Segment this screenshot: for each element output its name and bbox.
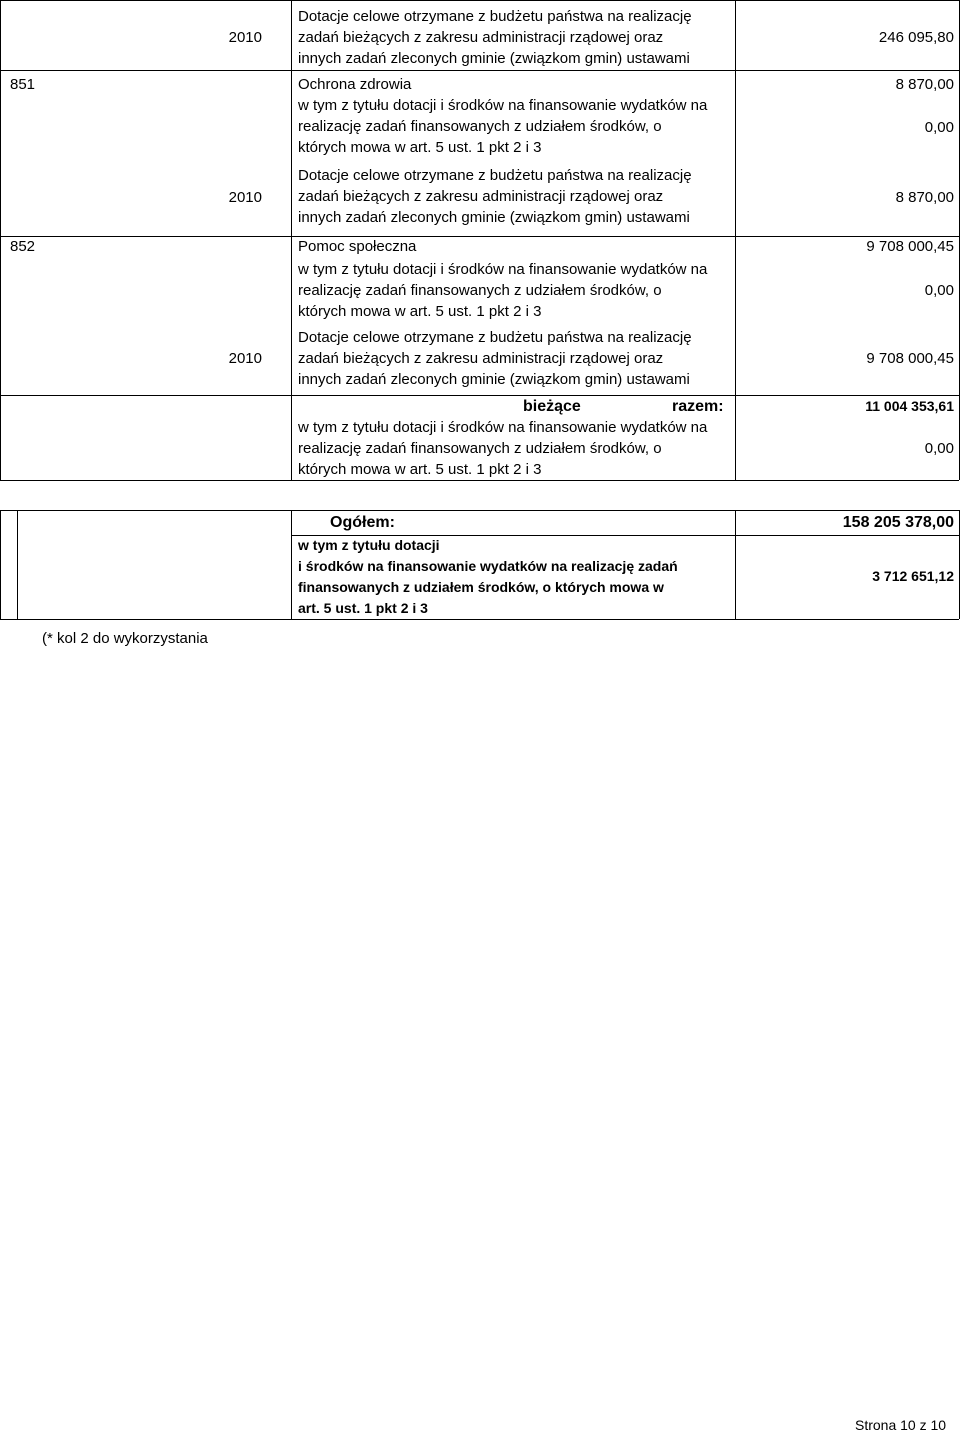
row-description: Pomoc społeczna [298,238,417,255]
row-description: Ochrona zdrowia [298,76,412,93]
row-amount: 9 708 000,45 [866,350,954,367]
row-amount: 9 708 000,45 [866,238,954,255]
row-amount: 0,00 [924,119,954,136]
ogolem-amount: 158 205 378,00 [842,514,954,531]
biezace-amount: 11 004 353,61 [865,398,954,414]
row-dzial: 851 [10,76,36,93]
row-amount: 0,00 [924,282,954,299]
ogolem-sub-amount: 3 712 651,12 [872,568,954,584]
row-paragraf: 2010 [228,350,262,367]
ogolem-sub-description: w tym z tytułu dotacji i środków na finansowanie wydatków na realizację zadań finansowanych z udziałem środków, o których mowa w art. 5 ust. 1 pkt 2 i 3 [298,537,678,616]
row-amount: 8 870,00 [895,76,954,93]
footnote [42,628,208,650]
biezace-sub-amount: 0,00 [924,440,954,457]
row-description: Dotacje celowe otrzymane z budżetu państwa na realizację zadań bieżących z zakresu administracji rządowej oraz innych zadań zleconych gminie (związkom gmin) ustawami [298,8,692,67]
biezace-label: bieżące [523,398,581,415]
row-paragraf: 2010 [228,29,262,46]
row-description: Dotacje celowe otrzymane z budżetu państwa na realizację zadań bieżących z zakresu administracji rządowej oraz innych zadań zleconych gminie (związkom gmin) ustawami [298,329,692,388]
biezace-sub-description: w tym z tytułu dotacji i środków na finansowanie wydatków na realizację zadań finansowanych z udziałem środków, o których mowa w art. 5 ust. 1 pkt 2 i 3 [298,419,708,478]
row-description: Dotacje celowe otrzymane z budżetu państwa na realizację zadań bieżących z zakresu administracji rządowej oraz innych zadań zleconych gminie (związkom gmin) ustawami [298,167,692,226]
row-description: w tym z tytułu dotacji i środków na finansowanie wydatków na realizację zadań finansowanych z udziałem środków, o których mowa w art. 5 ust. 1 pkt 2 i 3 [298,261,708,320]
row-description: w tym z tytułu dotacji i środków na finansowanie wydatków na realizację zadań finansowanych z udziałem środków, o których mowa w art. 5 ust. 1 pkt 2 i 3 [298,97,708,156]
row-dzial: 852 [10,238,36,255]
razem-label: razem: [672,398,724,415]
page-footer: Strona 10 z 10 [855,1417,947,1433]
row-amount: 8 870,00 [895,189,954,206]
footnote-text: (* kol 2 do wykorzystania [42,630,208,647]
row-paragraf: 2010 [228,189,262,206]
ogolem-label: Ogółem: [330,514,395,531]
row-amount: 246 095,80 [878,29,954,46]
